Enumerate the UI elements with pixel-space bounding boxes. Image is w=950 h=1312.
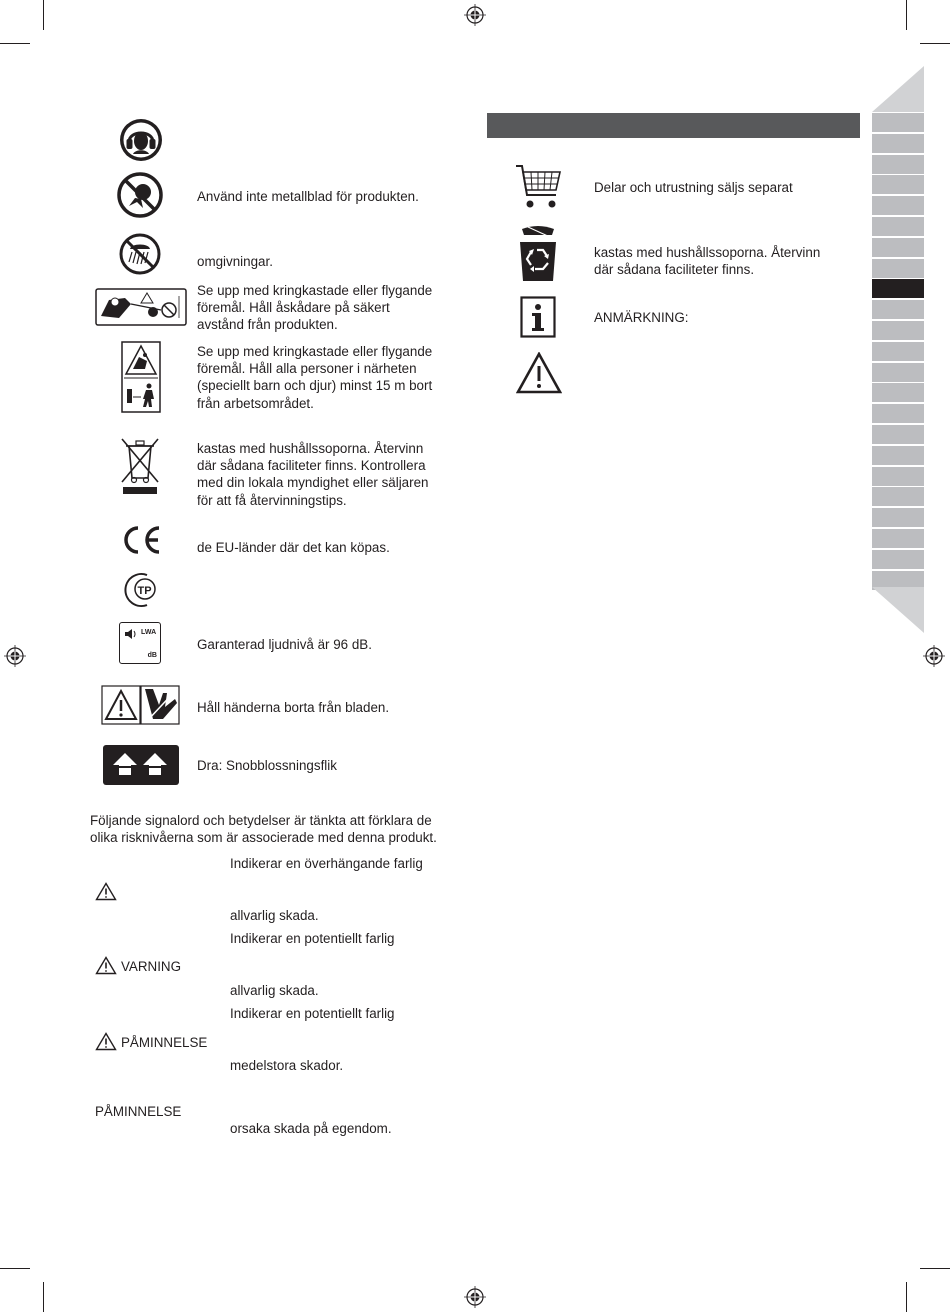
side-tab: [872, 175, 924, 194]
text-line: avstånd från produkten.: [197, 317, 338, 333]
ear-protection-icon: [119, 118, 163, 162]
side-tab: [872, 217, 924, 236]
registration-mark-left-icon: [4, 645, 26, 667]
side-tab: [872, 155, 924, 174]
text-line: Använd inte metallblad för produkten.: [197, 189, 419, 204]
recycle-bin-icon: [517, 225, 559, 283]
signal-3-word: PÅMINNELSE: [121, 1035, 208, 1050]
signal-1-top: Indikerar en överhängande farlig: [230, 856, 423, 871]
side-tab: [872, 487, 924, 506]
text-line: Dra: Snobblossningsflik: [197, 758, 337, 773]
svg-text:TP: TP: [137, 585, 152, 597]
info-text: [594, 309, 689, 326]
crop-mark-top-left-v: [43, 0, 44, 30]
signal-1-bottom: allvarlig skada.: [230, 908, 319, 923]
crop-mark-top-right-v: [906, 0, 907, 30]
speaker-icon: [124, 628, 138, 640]
text-line: kastas med hushållssoporna. Återvinn: [197, 441, 424, 456]
warning-triangle-icon: [516, 352, 562, 394]
ce-mark-text: [197, 539, 390, 556]
side-tab: [872, 383, 924, 402]
side-tab: [872, 446, 924, 465]
text-line: föremål. Håll åskådare på säkert: [197, 300, 390, 316]
sound-level-icon: [119, 622, 161, 664]
signal-2-top: Indikerar en potentiellt farlig: [230, 931, 395, 946]
crop-mark-bottom-left-v: [43, 1282, 44, 1312]
thrown-objects-distance-icon: [121, 341, 161, 413]
crop-mark-bottom-right-v: [906, 1282, 907, 1312]
text-line: ANMÄRKNING:: [594, 310, 689, 325]
text-line: Se upp med kringkastade eller flygande: [197, 283, 433, 298]
sound-level-unit: dB: [147, 652, 157, 659]
registration-mark-right-icon: [923, 645, 945, 667]
side-tab: [872, 113, 924, 132]
weee-crossed-bin-icon: [119, 436, 161, 496]
shopping-cart-icon: [514, 163, 562, 211]
no-rain-icon: [119, 233, 161, 275]
text-line: Garanterad ljudnivå är 96 dB.: [197, 637, 372, 652]
text-line: omgivningar.: [197, 254, 273, 269]
text-line: (speciellt barn och djur) minst 15 m bort: [197, 378, 433, 394]
side-tab: [872, 550, 924, 569]
crop-mark-bottom-right-h: [920, 1268, 950, 1269]
side-tab: [872, 363, 924, 382]
text-line: föremål. Håll alla personer i närheten: [197, 361, 417, 377]
signal-3-top: Indikerar en potentiellt farlig: [230, 1006, 395, 1021]
weee-text: [197, 440, 429, 509]
tab-arrow-bottom: [872, 587, 924, 633]
side-tab: [872, 508, 924, 527]
side-tab: [872, 467, 924, 486]
crop-mark-top-right-h: [920, 43, 950, 44]
signal-intro: [90, 812, 437, 846]
sound-level-text: [197, 636, 372, 653]
section-header-bar: [487, 113, 860, 138]
thrown-objects-bystanders-icon: [95, 288, 187, 326]
text-line: olika risknivåerna som är associerade med denna produkt.: [90, 830, 437, 846]
text-line: de EU-länder där det kan köpas.: [197, 540, 390, 555]
signal-2-word: VARNING: [121, 959, 182, 974]
signal-3-bottom: medelstora skador.: [230, 1058, 344, 1073]
crop-mark-top-left-h: [0, 43, 30, 44]
side-tab: [872, 404, 924, 423]
ce-mark-icon: [119, 524, 163, 556]
side-tab: [872, 238, 924, 257]
snow-chute-icon: [103, 745, 179, 785]
text-line: från arbetsområdet.: [197, 395, 314, 411]
no-metal-blade-icon: [117, 172, 163, 218]
text-line: där sådana faciliteter finns. Kontrollera: [197, 458, 426, 474]
snow-chute-text: [197, 757, 337, 774]
text-line: med din lokala myndighet eller säljaren: [197, 475, 429, 491]
registration-mark-top-icon: [464, 4, 486, 26]
text-line: för att få återvinningstips.: [197, 492, 347, 508]
side-tab: [872, 259, 924, 278]
thrown-objects-bystanders-text: [197, 282, 432, 334]
text-line: Se upp med kringkastade eller flygande: [197, 344, 433, 359]
thrown-objects-distance-text: [197, 343, 432, 412]
keep-hands-away-icon: [101, 685, 181, 725]
side-tab-strip: [872, 113, 924, 591]
recycle-text: [594, 244, 820, 278]
no-metal-blade-text: [197, 188, 419, 205]
crop-mark-bottom-left-h: [0, 1268, 30, 1269]
keep-hands-away-text: [197, 699, 389, 716]
sound-level-label: LWA: [141, 629, 157, 636]
registration-mark-bottom-icon: [464, 1286, 486, 1308]
text-line: där sådana faciliteter finns.: [594, 262, 755, 278]
side-tab-active: [872, 279, 924, 298]
tab-arrow-top: [872, 66, 924, 112]
info-icon: [520, 296, 556, 338]
no-rain-text: [197, 253, 273, 270]
signal-2-bottom: allvarlig skada.: [230, 983, 319, 998]
text-line: kastas med hushållssoporna. Återvinn: [594, 245, 821, 260]
side-tab: [872, 529, 924, 548]
warning-triangle-small-icon: [95, 1032, 117, 1051]
side-tab: [872, 321, 924, 340]
text-line: Följande signalord och betydelser är tänkta att förklara de: [90, 813, 432, 828]
side-tab: [872, 342, 924, 361]
signal-4-bottom: orsaka skada på egendom.: [230, 1121, 392, 1136]
side-tab: [872, 425, 924, 444]
text-line: Delar och utrustning säljs separat: [594, 180, 793, 195]
side-tab: [872, 134, 924, 153]
gost-mark-icon: [117, 570, 163, 610]
text-line: Håll händerna borta från bladen.: [197, 700, 390, 715]
side-tab: [872, 300, 924, 319]
side-tab: [872, 196, 924, 215]
cart-text: [594, 179, 793, 196]
signal-4-word: PÅMINNELSE: [95, 1104, 182, 1119]
warning-triangle-small-icon: [95, 882, 117, 901]
warning-triangle-small-icon: [95, 956, 117, 975]
